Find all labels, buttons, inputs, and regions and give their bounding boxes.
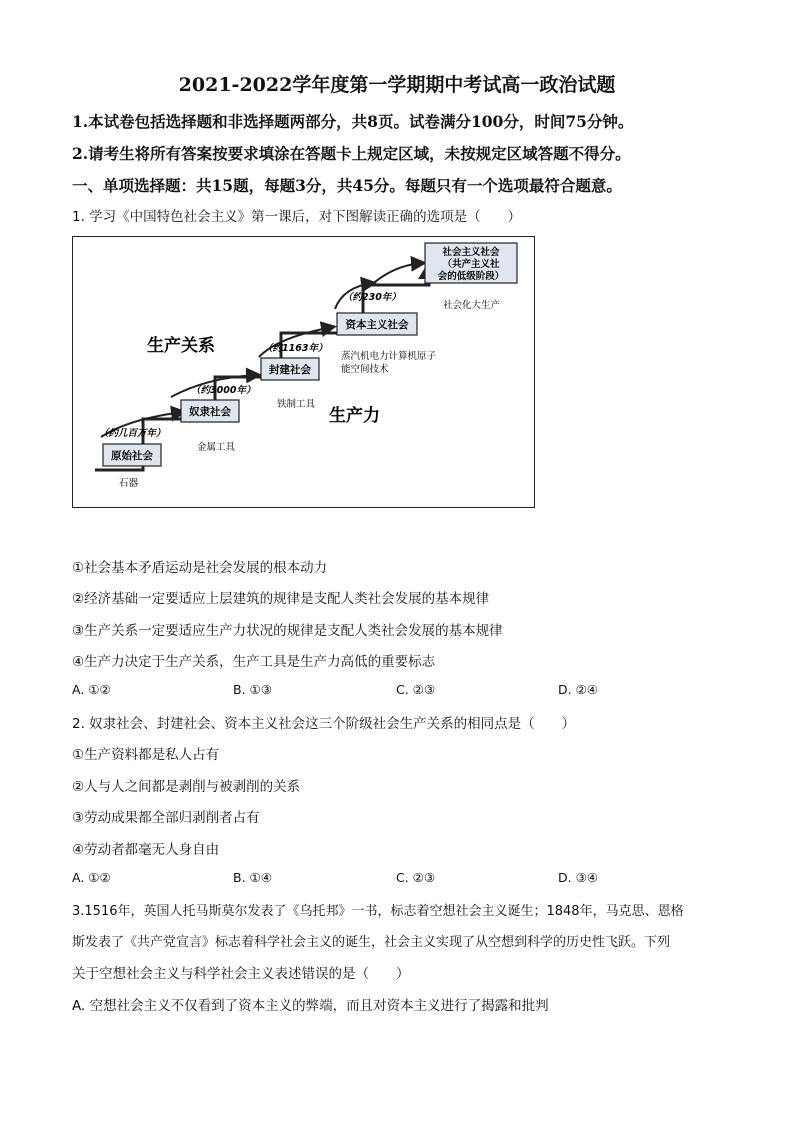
tool-stone: 石器 — [119, 478, 139, 489]
duration-primitive: （约几百万年） — [99, 428, 166, 439]
question-1-stem: 1. 学习《中国特色社会主义》第一课后，对下图解读正确的选项是（ ） — [72, 209, 522, 225]
q1-choice-d[interactable]: D. ②④ — [558, 682, 598, 697]
tool-modern-1: 蒸汽机电力计算机原子 — [341, 351, 437, 362]
tool-modern-2: 能空间技术 — [341, 364, 389, 375]
q1-choice-a[interactable]: A. ①② — [72, 682, 111, 697]
q2-choice-d[interactable]: D. ③④ — [558, 870, 598, 885]
stage-socialist-note-1: （共产主义社 — [442, 259, 500, 270]
stage-feudal: 封建社会 — [269, 364, 311, 376]
stage-primitive: 原始社会 — [111, 450, 153, 462]
duration-feudal: （约1163年） — [263, 343, 328, 354]
tool-metal: 金属工具 — [197, 442, 236, 453]
q1-statement-2: ②经济基础一定要适应上层建筑的规律是支配人类社会发展的基本规律 — [72, 591, 490, 607]
question-3-stem-line-2: 斯发表了《共产党宣言》标志着科学社会主义的诞生，社会主义实现了从空想到科学的历史性飞跃。下列 — [72, 935, 671, 950]
label-productive-forces: 生产力 — [329, 406, 380, 426]
q2-statement-2: ②人与人之间都是剥削与被剥削的关系 — [72, 779, 301, 795]
q2-statement-1: ①生产资料都是私人占有 — [72, 747, 220, 763]
stage-slave: 奴隶社会 — [189, 406, 231, 418]
stage-capitalist: 资本主义社会 — [345, 319, 409, 331]
q2-statement-4: ④劳动者都毫无人身自由 — [72, 842, 220, 858]
instruction-1: 1.本试卷包括选择题和非选择题两部分，共8页。试卷满分100分，时间75分钟。 — [72, 112, 634, 131]
q2-choice-a[interactable]: A. ①② — [72, 870, 111, 885]
tool-socialized: 社会化大生产 — [443, 300, 501, 311]
duration-capitalist: （约230年） — [343, 292, 401, 303]
q2-choice-c[interactable]: C. ②③ — [396, 870, 436, 885]
q1-statement-4: ④生产力决定于生产关系，生产工具是生产力高低的重要标志 — [72, 654, 436, 670]
q2-statement-3: ③劳动成果都全部归剥削者占有 — [72, 810, 260, 826]
q1-choice-b[interactable]: B. ①③ — [233, 682, 272, 697]
social-development-diagram — [72, 236, 535, 508]
stage-socialist: 社会主义社会 — [442, 247, 500, 258]
tool-iron: 铁制工具 — [277, 399, 316, 410]
q1-statement-3: ③生产关系一定要适应生产力状况的规律是支配人类社会发展的基本规律 — [72, 623, 503, 639]
instruction-2: 2.请考生将所有答案按要求填涂在答题卡上规定区域，未按规定区域答题不得分。 — [72, 144, 631, 163]
q1-statement-1: ①社会基本矛盾运动是社会发展的根本动力 — [72, 560, 328, 576]
label-production-relations: 生产关系 — [147, 336, 215, 356]
duration-slave: （约3000年） — [191, 385, 256, 396]
section-heading: 一、单项选择题：共15题，每题3分，共45分。每题只有一个选项最符合题意。 — [72, 176, 622, 195]
question-2-stem: 2. 奴隶社会、封建社会、资本主义社会这三个阶级社会生产关系的相同点是（ ） — [72, 716, 576, 732]
q1-choice-c[interactable]: C. ②③ — [396, 682, 436, 697]
question-3-stem-line-1: 3.1516年，英国人托马斯莫尔发表了《乌托邦》一书，标志着空想社会主义诞生；1848年，马克思、恩格 — [72, 904, 684, 919]
stage-socialist-note-2: 会的低级阶段） — [437, 271, 505, 282]
curve-arrow-5 — [369, 263, 423, 287]
question-3-stem-line-3: 关于空想社会主义与科学社会主义表述错误的是（ ） — [72, 966, 410, 982]
q3-choice-a[interactable]: A. 空想社会主义不仅看到了资本主义的弊端，而且对资本主义进行了揭露和批判 — [72, 998, 549, 1014]
page-title: 2021-2022学年度第一学期期中考试高一政治试题 — [178, 74, 616, 96]
q2-choice-b[interactable]: B. ①④ — [233, 870, 272, 885]
staircase-figure — [73, 237, 534, 507]
